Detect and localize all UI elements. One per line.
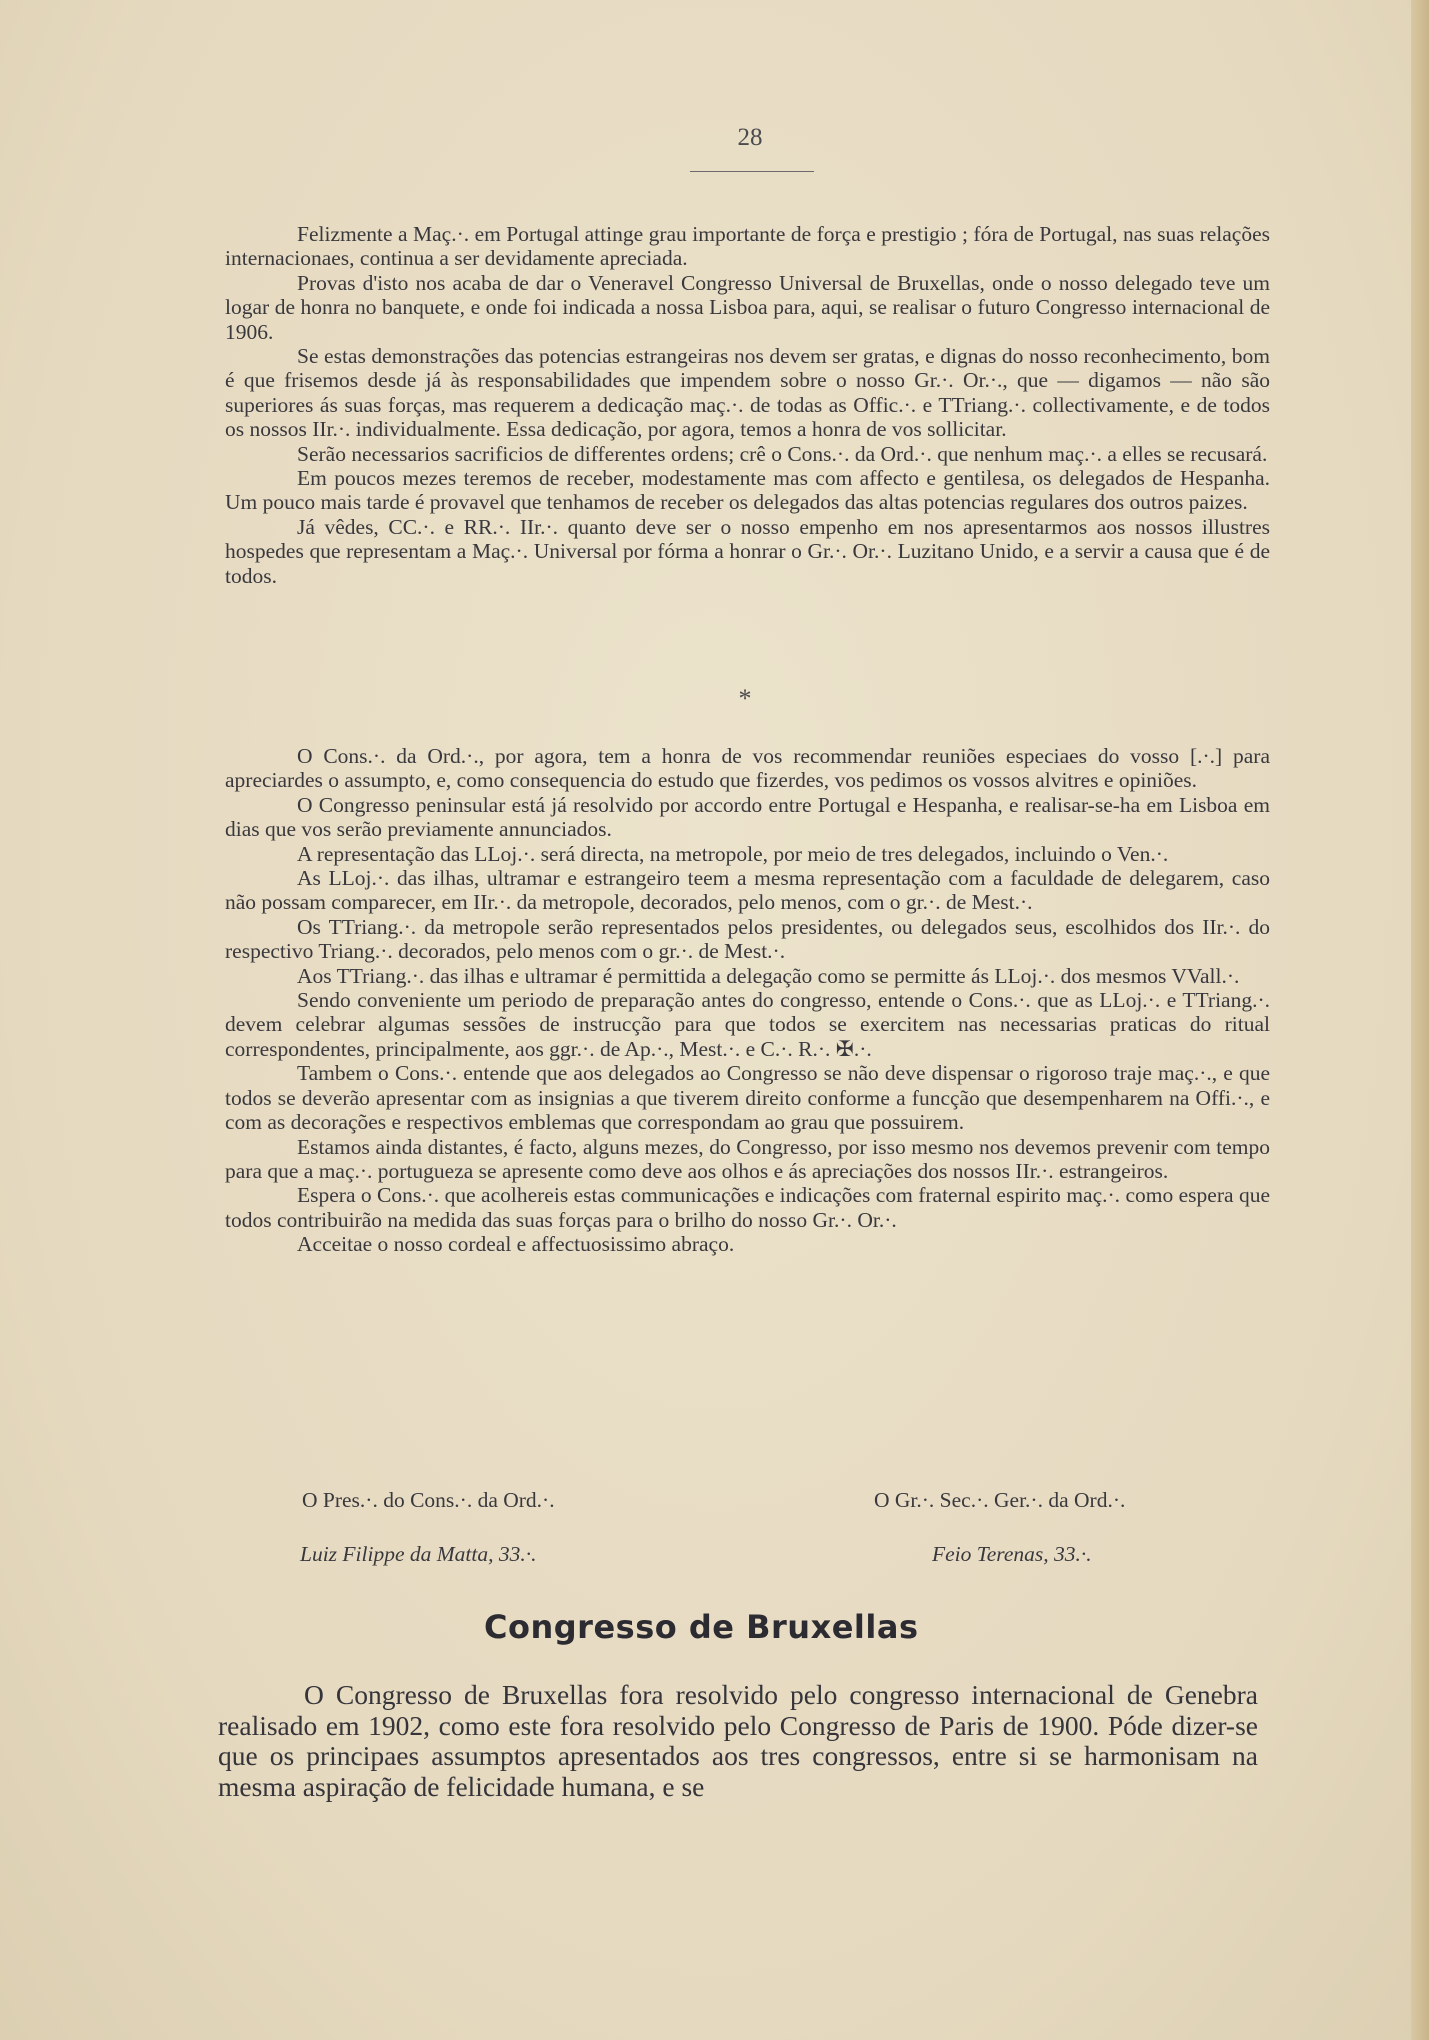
body-paragraph: As LLoj.·. das ilhas, ultramar e estrangeiro teem a mesma representação com a faculdade de delegarem, caso não possam comparecer, em IIr.·. da metropole, decorados, pelo menos, com o gr.·. de Mest.·. — [225, 866, 1270, 915]
signature-secretary-title: O Gr.·. Sec.·. Ger.·. da Ord.·. — [874, 1488, 1126, 1512]
section-separator: * — [738, 684, 752, 713]
signature-president-title: O Pres.·. do Cons.·. da Ord.·. — [302, 1488, 555, 1512]
body-paragraph: A representação das LLoj.·. será directa, na metropole, por meio de tres delegados, incluindo o Ven.·. — [297, 841, 1169, 866]
body-paragraph: Espera o Cons.·. que acolhereis estas communicações e indicações com fraternal espirito maç.·. como espera que todos contribuirão na medida das suas forças para o brilho do nosso Gr.·. Or.·. — [225, 1183, 1270, 1232]
congress-text — [218, 1680, 1258, 1802]
body-paragraph: Estamos ainda distantes, é facto, alguns mezes, do Congresso, por isso mesmo nos devemos prevenir com tempo para que a maç.·. portugueza se apresente como deve aos olhos e ás apreciações dos nossos IIr.·. estrangeiros. — [225, 1134, 1270, 1183]
body-paragraph: Tambem o Cons.·. entende que aos delegados ao Congresso se não deve dispensar o rigoroso traje maç.·., e que todos se deverão apresentar com as insignias a que tiverem direito conforme a funcção que desempenharem na Offi.·., e com as decorações e respectivos emblemas que correspondam ao grau que possuirem. — [225, 1061, 1270, 1135]
congress-paragraph: O Congresso de Bruxellas fora resolvido pelo congresso internacional de Genebra realisado em 1902, como este fora resolvido pelo Congresso de Paris de 1900. Póde dizer-se que os principaes assumptos apresentados aos tres congressos, entre si se harmonisam na mesma aspiração de felicidade humana, e se — [218, 1679, 1258, 1802]
intro-text — [225, 222, 1270, 588]
header-rule — [690, 171, 814, 172]
signature-president-name: Luiz Filippe da Matta, 33.·. — [300, 1542, 537, 1566]
page-edge — [1411, 0, 1429, 2040]
body-paragraph: Sendo conveniente um periodo de preparação antes do congresso, entende o Cons.·. que as LLoj.·. e TTriang.·. devem celebrar algumas sessões de instrucção para que todos se exercitem nas necessarias praticas do ritual correspondentes, principalmente, aos ggr.·. de Ap.·., Mest.·. e C.·. R.·. ✠.·. — [225, 988, 1270, 1061]
section-heading: Congresso de Bruxellas — [484, 1608, 919, 1646]
intro-paragraph: Provas d'isto nos acaba de dar o Veneravel Congresso Universal de Bruxellas, onde o nosso delegado teve um logar de honra no banquete, e onde foi indicada a nossa Lisboa para, aqui, se realisar o futuro Congresso internacional de 1906. — [225, 270, 1270, 344]
intro-paragraph: Serão necessarios sacrificios de differentes ordens; crê o Cons.·. da Ord.·. que nenhum maç.·. a elles se recusará. — [297, 441, 1268, 466]
intro-paragraph: Em poucos mezes teremos de receber, modestamente mas com affecto e gentilesa, os delegados de Hespanha. Um pouco mais tarde é provavel que tenhamos de receber os delegados das altas potencias regulares dos outros paizes. — [225, 466, 1270, 515]
body-paragraph: Os TTriang.·. da metropole serão representados pelos presidentes, ou delegados seus, escolhidos dos IIr.·. do respectivo Triang.·. decorados, pelo menos com o gr.·. de Mest.·. — [225, 914, 1270, 964]
intro-paragraph: Se estas demonstrações das potencias estrangeiras nos devem ser gratas, e dignas do nosso reconhecimento, bom é que frisemos desde já às responsabilidades que impendem sobre o nosso Gr.·. Or.·., que — digamos — não são superiores ás suas forças, mas requerem a dedicação maç.·. de todas as Offic.·. e TTriang.·. collectivamente, e de todos os nossos IIr.·. individualmente. Essa dedicação, por agora, temos a honra de vos sollicitar. — [225, 344, 1270, 442]
signature-secretary-name: Feio Terenas, 33.·. — [932, 1542, 1092, 1566]
intro-paragraph: Felizmente a Maç.·. em Portugal attinge grau importante de força e prestigio ; fóra de Portugal, nas suas relações internacionaes, continua a ser devidamente apreciada. — [225, 222, 1270, 271]
page-number: 28 — [737, 124, 763, 151]
body-paragraph: O Cons.·. da Ord.·., por agora, tem a honra de vos recommendar reuniões especiaes do vosso [.·.] para apreciardes o assumpto, e, como consequencia do estudo que fizerdes, vos pedimos os vossos alvitres e opiniões. — [225, 744, 1270, 793]
intro-paragraph: Já vêdes, CC.·. e RR.·. IIr.·. quanto deve ser o nosso empenho em nos apresentarmos aos nossos illustres hospedes que representam a Maç.·. Universal por fórma a honrar o Gr.·. Or.·. Luzitano Unido, e a servir a causa que é de todos. — [225, 514, 1270, 588]
body-paragraph: Aos TTriang.·. das ilhas e ultramar é permittida a delegação como se permitte ás LLoj.·. dos mesmos VVall.·. — [297, 963, 1240, 988]
body-paragraph: Acceitae o nosso cordeal e affectuosissimo abraço. — [297, 1232, 735, 1257]
body-paragraph: O Congresso peninsular está já resolvido por accordo entre Portugal e Hespanha, e realisar-se-ha em Lisboa em dias que vos serão previamente annunciados. — [225, 792, 1270, 842]
circular-text — [225, 744, 1270, 1257]
